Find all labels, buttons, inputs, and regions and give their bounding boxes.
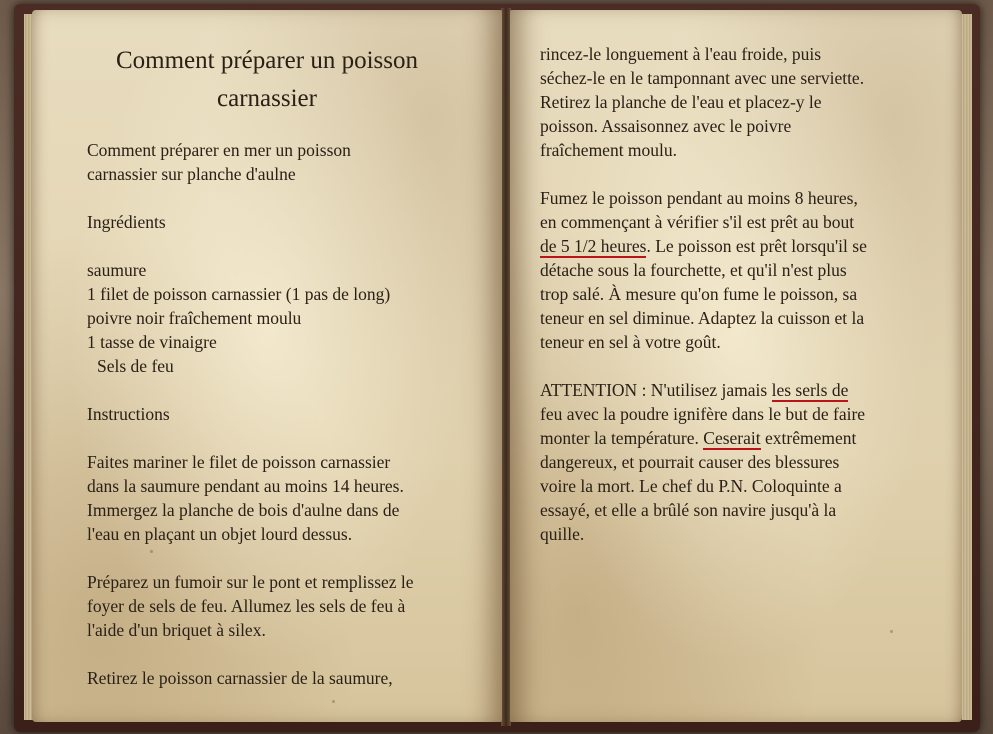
text-line: quille. <box>540 524 585 544</box>
text-line: séchez-le en le tamponnant avec une serviette. <box>540 68 865 88</box>
book-title <box>32 42 502 118</box>
section-heading-instructions: Instructions <box>87 404 170 424</box>
paper-speck <box>150 550 153 553</box>
text-line: Fumez le poisson pendant au moins 8 heures, <box>540 188 858 208</box>
red-underline-mark: les serls de <box>771 380 849 400</box>
book-title-line-2: carnassier <box>217 85 317 112</box>
paper-speck <box>332 700 335 703</box>
text-line: trop salé. À mesure qu'on fume le poisson, sa <box>540 284 858 304</box>
paper-speck <box>890 630 893 633</box>
text-line: Comment préparer en mer un poisson <box>87 140 351 160</box>
ingredient-item: 1 filet de poisson carnassier (1 pas de long) <box>87 284 391 304</box>
section-heading-ingredients: Ingrédients <box>87 212 166 232</box>
text-line: dangereux, et pourrait causer des blessures <box>540 452 840 472</box>
text-line: détache sous la fourchette, et qu'il n'est plus <box>540 260 847 280</box>
text-line: carnassier sur planche d'aulne <box>87 164 296 184</box>
text-line: poisson. Assaisonnez avec le poivre <box>540 116 792 136</box>
warning-label: ATTENTION : N'utilisez jamais <box>540 380 772 400</box>
red-underline-mark: de 5 1/2 heures <box>540 236 647 256</box>
text-line: rincez-le longuement à l'eau froide, puis <box>540 44 822 64</box>
text-line-marked <box>540 426 856 450</box>
text-line: Retirez le poisson carnassier de la saumure, <box>87 668 393 688</box>
text-fragment: monter la température. <box>540 428 704 448</box>
text-line: voire la mort. Le chef du P.N. Coloquinte a <box>540 476 842 496</box>
text-line: dans la saumure pendant au moins 14 heures. <box>87 476 404 496</box>
text-line: en commençant à vérifier s'il est prêt au bout <box>540 212 855 232</box>
text-fragment: . Le poisson est prêt lorsqu'il se <box>646 236 867 256</box>
ingredient-item: poivre noir fraîchement moulu <box>87 308 302 328</box>
text-line: feu avec la poudre ignifère dans le but de faire <box>540 404 866 424</box>
ingredient-item: Sels de feu <box>97 356 174 376</box>
text-line: essayé, et elle a brûlé son navire jusqu'à la <box>540 500 837 520</box>
text-line: teneur en sel diminue. Adaptez la cuisson et la <box>540 308 865 328</box>
text-fragment: extrêmement <box>760 428 857 448</box>
book-title-line-1: Comment préparer un poisson <box>115 47 419 74</box>
text-line: Immergez la planche de bois d'aulne dans de <box>87 500 400 520</box>
left-page <box>32 10 502 722</box>
text-line: foyer de sels de feu. Allumez les sels de feu à <box>87 596 406 616</box>
text-line-marked <box>540 234 867 258</box>
right-page <box>510 10 962 722</box>
ingredient-item: saumure <box>87 260 147 280</box>
text-line: Préparez un fumoir sur le pont et remplissez le <box>87 572 414 592</box>
text-line: teneur en sel à votre goût. <box>540 332 721 352</box>
text-line: l'eau en plaçant un objet lourd dessus. <box>87 524 353 544</box>
text-line: Retirez la planche de l'eau et placez-y le <box>540 92 822 112</box>
text-line-marked <box>540 378 848 402</box>
text-line: fraîchement moulu. <box>540 140 678 160</box>
ingredient-item: 1 tasse de vinaigre <box>87 332 217 352</box>
right-page-edges <box>962 14 972 720</box>
text-line: l'aide d'un briquet à silex. <box>87 620 266 640</box>
text-line: Faites mariner le filet de poisson carnassier <box>87 452 391 472</box>
red-underline-mark: Ceserait <box>703 428 761 448</box>
